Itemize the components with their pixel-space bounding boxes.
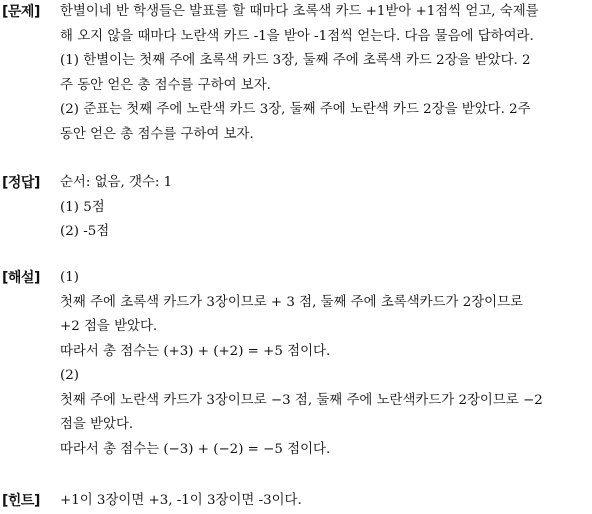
explanation-line: 따라서 총 점수는 (+3) + (+2) = +5 점이다. — [60, 343, 331, 359]
problem-line: 동안 얻은 총 점수를 구하여 보자. — [60, 126, 254, 142]
hint-body — [60, 489, 590, 514]
explanation-line: 첫째 주에 노란색 카드가 3장이므로 −3 점, 둘째 주에 노란색카드가 2장이므로 −2 — [60, 392, 543, 408]
explanation-line: +2 점을 받았다. — [60, 319, 158, 334]
problem-body — [60, 0, 590, 147]
problem-line: 한별이네 반 학생들은 발표를 할 때마다 초록색 카드 +1받아 +1점씩 얻고, 숙제를 — [60, 4, 539, 19]
answer-body — [60, 171, 590, 245]
explanation-line: (1) — [60, 270, 79, 285]
answer-line: (2) -5점 — [60, 224, 110, 239]
problem-line: 주 동안 얻은 총 점수를 구하여 보자. — [60, 77, 271, 93]
problem-line: (1) 한별이는 첫째 주에 초록색 카드 3장, 둘째 주에 초록색 카드 2장을 받았다. 2 — [60, 53, 531, 68]
hint-line: +1이 3장이면 +3, -1이 3장이면 -3이다. — [60, 493, 302, 508]
problem-tag: [문제] — [2, 4, 40, 20]
answer-line: (1) 5점 — [60, 199, 105, 215]
answer-line: 순서: 없음, 갯수: 1 — [60, 175, 173, 190]
problem-line: 해 오지 않을 때마다 노란색 카드 -1을 받아 -1점씩 얻는다. 다음 물음에 답하여라. — [60, 28, 534, 44]
problem-line: (2) 준표는 첫째 주에 노란색 카드 3장, 둘째 주에 노란색 카드 2장을 받았다. 2주 — [60, 102, 531, 117]
explanation-tag: [해설] — [2, 270, 40, 286]
explanation-body — [60, 266, 590, 462]
hint-tag: [힌트] — [2, 493, 40, 509]
answer-tag: [정답] — [2, 175, 40, 191]
explanation-line: 점을 받았다. — [60, 417, 134, 432]
explanation-line: (2) — [60, 368, 79, 383]
explanation-line: 따라서 총 점수는 (−3) + (−2) = −5 점이다. — [60, 441, 331, 457]
explanation-line: 첫째 주에 초록색 카드가 3장이므로 + 3 점, 둘째 주에 초록색카드가 2장이므로 — [60, 294, 523, 310]
